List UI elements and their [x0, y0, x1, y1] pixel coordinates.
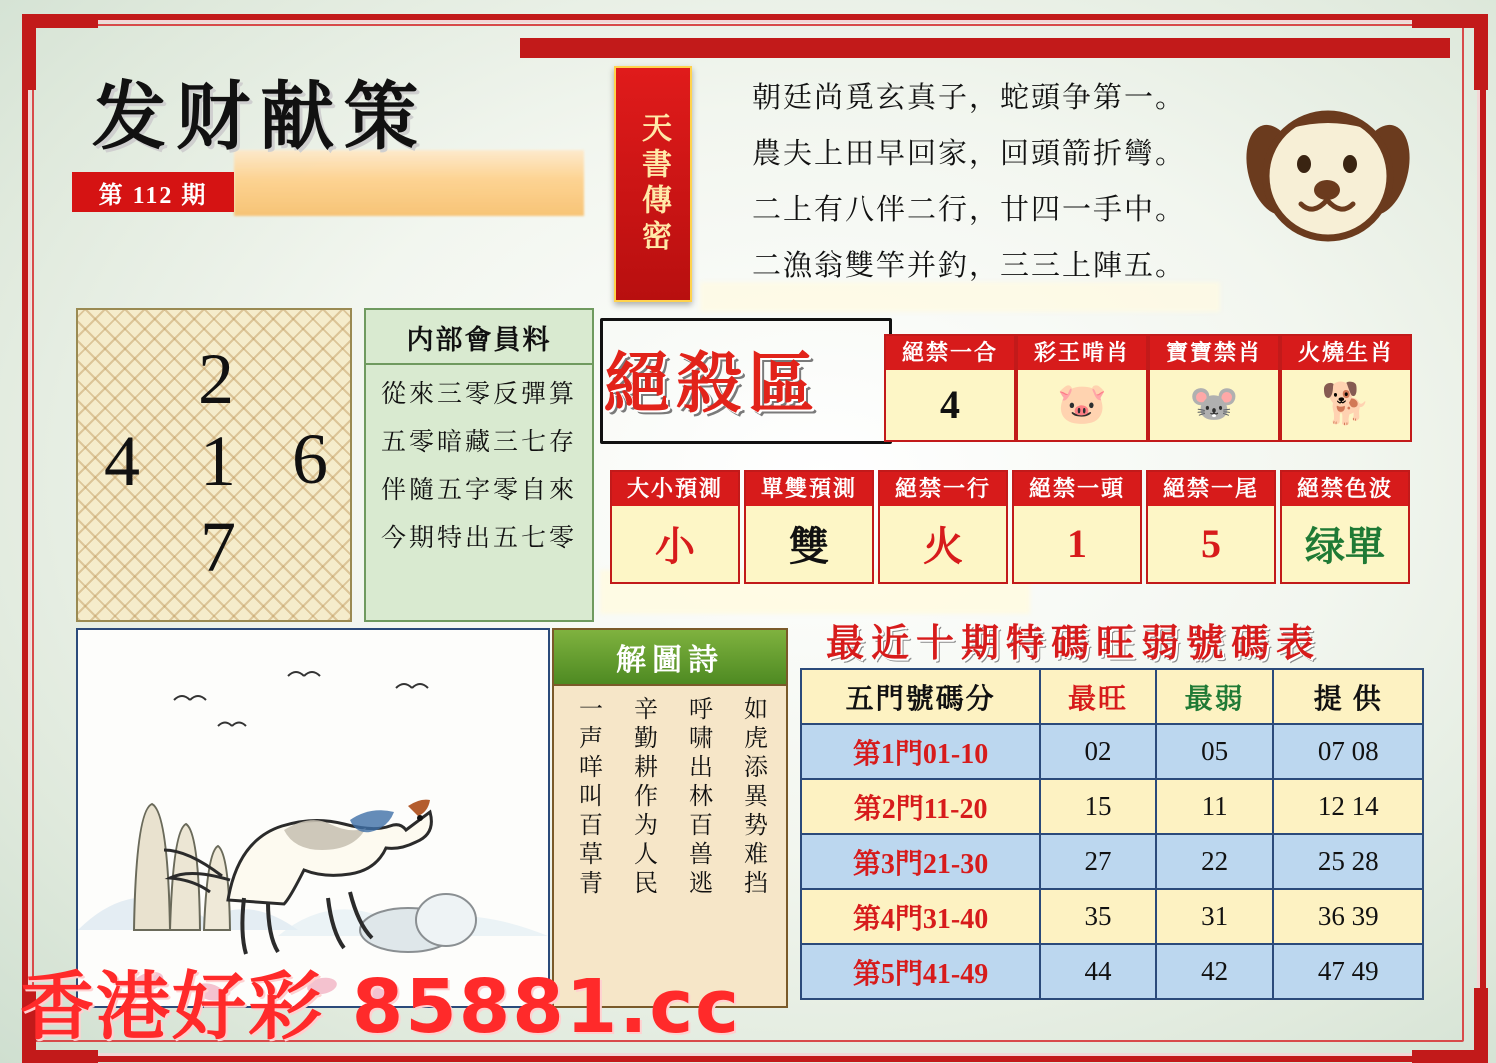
rank-row-4-label: 第4門31-40 — [801, 889, 1040, 944]
juesha-cell-yiwei-head: 絕禁一尾 — [1148, 472, 1274, 506]
jietu-poem-col-4: 一声咩叫百草青 — [574, 696, 601, 899]
juesha-cell-daxiao-value: 小 — [655, 523, 695, 569]
header-poem — [752, 70, 1222, 294]
tianshu-vertical-banner: 天書傳密 — [614, 66, 692, 302]
rank-row-3-supply: 25 28 — [1273, 834, 1423, 889]
jietu-poem-col-1: 如虎添異势难挡 — [739, 696, 766, 899]
poem-line-4: 二漁翁雙竿并釣，三三上陣五。 — [752, 250, 1187, 282]
rank-row-5-supply: 47 49 — [1273, 944, 1423, 999]
juesha-cell-yitou-head: 絕禁一頭 — [1014, 472, 1140, 506]
rank-row-4-cold: 31 — [1156, 889, 1274, 944]
jietu-poem-col-2: 呼啸出林百兽逃 — [684, 696, 711, 899]
lucky-number-3: 1 — [200, 421, 236, 501]
page-title: 发财献策 — [92, 74, 428, 160]
juesha-cell-sebo-value: 绿單 — [1305, 523, 1385, 569]
member-box-title: 内部會員料 — [366, 318, 592, 365]
juesha-cell-huoshao — [1280, 334, 1412, 442]
lucky-number-4: 6 — [292, 419, 328, 499]
table-row — [801, 724, 1423, 779]
rank-row-1-cold: 05 — [1156, 724, 1274, 779]
rank-row-5-cold: 42 — [1156, 944, 1274, 999]
juesha-cell-yitou — [1012, 470, 1142, 584]
dog-icon: 🐕 — [1321, 381, 1371, 426]
juesha-cell-danshuang-head: 單雙預測 — [746, 472, 872, 506]
rank-row-1-hot: 02 — [1040, 724, 1156, 779]
rank-header-group: 五門號碼分 — [801, 669, 1040, 724]
rank-row-2-hot: 15 — [1040, 779, 1156, 834]
poem-line-3: 二上有八伴二行，廿四一手中。 — [752, 194, 1187, 226]
rank-row-3-label: 第3門21-30 — [801, 834, 1040, 889]
rank-header-cold: 最弱 — [1156, 669, 1274, 724]
lucky-number-grid — [76, 308, 352, 622]
lucky-number-5: 7 — [200, 507, 236, 587]
juesha-cell-yihang-head: 絕禁一行 — [880, 472, 1006, 506]
juesha-cell-he-value: 4 — [940, 381, 960, 427]
rank-table-header-row — [801, 669, 1423, 724]
juesha-title: 絕殺區 — [604, 344, 820, 422]
dog-mascot-icon — [1238, 98, 1418, 268]
table-row — [801, 779, 1423, 834]
jietu-poem-col-3: 辛勤耕作为人民 — [629, 696, 656, 899]
juesha-cell-danshuang — [744, 470, 874, 584]
rank-row-5-hot: 44 — [1040, 944, 1156, 999]
juesha-cell-sebo-head: 絕禁色波 — [1282, 472, 1408, 506]
rank-row-2-label: 第2門11-20 — [801, 779, 1040, 834]
member-line-2: 五零暗藏三七存 — [380, 429, 577, 456]
poem-line-1: 朝廷尚覓玄真子，蛇頭争第一。 — [752, 82, 1187, 114]
rank-row-2-supply: 12 14 — [1273, 779, 1423, 834]
juesha-cell-yihang-value: 火 — [923, 523, 963, 569]
rank-row-5-label: 第5門41-49 — [801, 944, 1040, 999]
rank-row-1-label: 第1門01-10 — [801, 724, 1040, 779]
lucky-number-2: 4 — [104, 421, 140, 501]
rank-row-3-hot: 27 — [1040, 834, 1156, 889]
rank-row-1-supply: 07 08 — [1273, 724, 1423, 779]
rank-header-supply: 提 供 — [1273, 669, 1423, 724]
rank-row-2-cold: 11 — [1156, 779, 1274, 834]
juesha-cell-yiwei — [1146, 470, 1276, 584]
rank-row-4-hot: 35 — [1040, 889, 1156, 944]
header-red-strip — [520, 38, 1450, 58]
table-row — [801, 834, 1423, 889]
table-row — [801, 889, 1423, 944]
poem-line-2: 農夫上田早回家，回頭箭折彎。 — [752, 138, 1187, 170]
lucky-number-1: 2 — [198, 339, 234, 419]
juesha-cell-sebo — [1280, 470, 1410, 584]
juesha-cell-daxiao — [610, 470, 740, 584]
member-line-3: 伴隨五字零自來 — [380, 477, 577, 504]
corner-top-left — [22, 14, 98, 90]
issue-badge: 第 112 期 — [72, 172, 234, 212]
juesha-cell-he-head: 絕禁一合 — [886, 336, 1014, 370]
juesha-cell-caiwang-head: 彩王啃肖 — [1018, 336, 1146, 370]
juesha-cell-huoshao-head: 火燒生肖 — [1282, 336, 1410, 370]
member-info-box — [364, 308, 594, 622]
poem-blur-overlay — [700, 282, 1220, 312]
rank-header-hot: 最旺 — [1040, 669, 1156, 724]
juesha-cell-baobao — [1148, 334, 1280, 442]
juesha-cell-danshuang-value: 雙 — [789, 523, 829, 569]
member-line-4: 今期特出五七零 — [380, 525, 577, 552]
member-line-1: 從來三零反彈算 — [380, 381, 577, 408]
juesha-cell-yitou-value: 1 — [1067, 520, 1087, 566]
rank-row-4-supply: 36 39 — [1273, 889, 1423, 944]
pig-icon: 🐷 — [1057, 381, 1107, 426]
juesha-cell-baobao-head: 寶寶禁肖 — [1150, 336, 1278, 370]
juesha-cell-he — [884, 334, 1016, 442]
juesha-cell-yihang — [878, 470, 1008, 584]
juesha-cell-daxiao-head: 大小預測 — [612, 472, 738, 506]
rat-icon: 🐭 — [1189, 381, 1239, 426]
site-watermark: 香港好彩 85881.cc — [20, 964, 742, 1050]
rank-row-3-cold: 22 — [1156, 834, 1274, 889]
juesha-cell-yiwei-value: 5 — [1201, 520, 1221, 566]
rank-table-title: 最近十期特碼旺弱號碼表 — [826, 623, 1322, 665]
jietu-poem-title: 解圖詩 — [554, 630, 786, 686]
juesha-cell-caiwang — [1016, 334, 1148, 442]
